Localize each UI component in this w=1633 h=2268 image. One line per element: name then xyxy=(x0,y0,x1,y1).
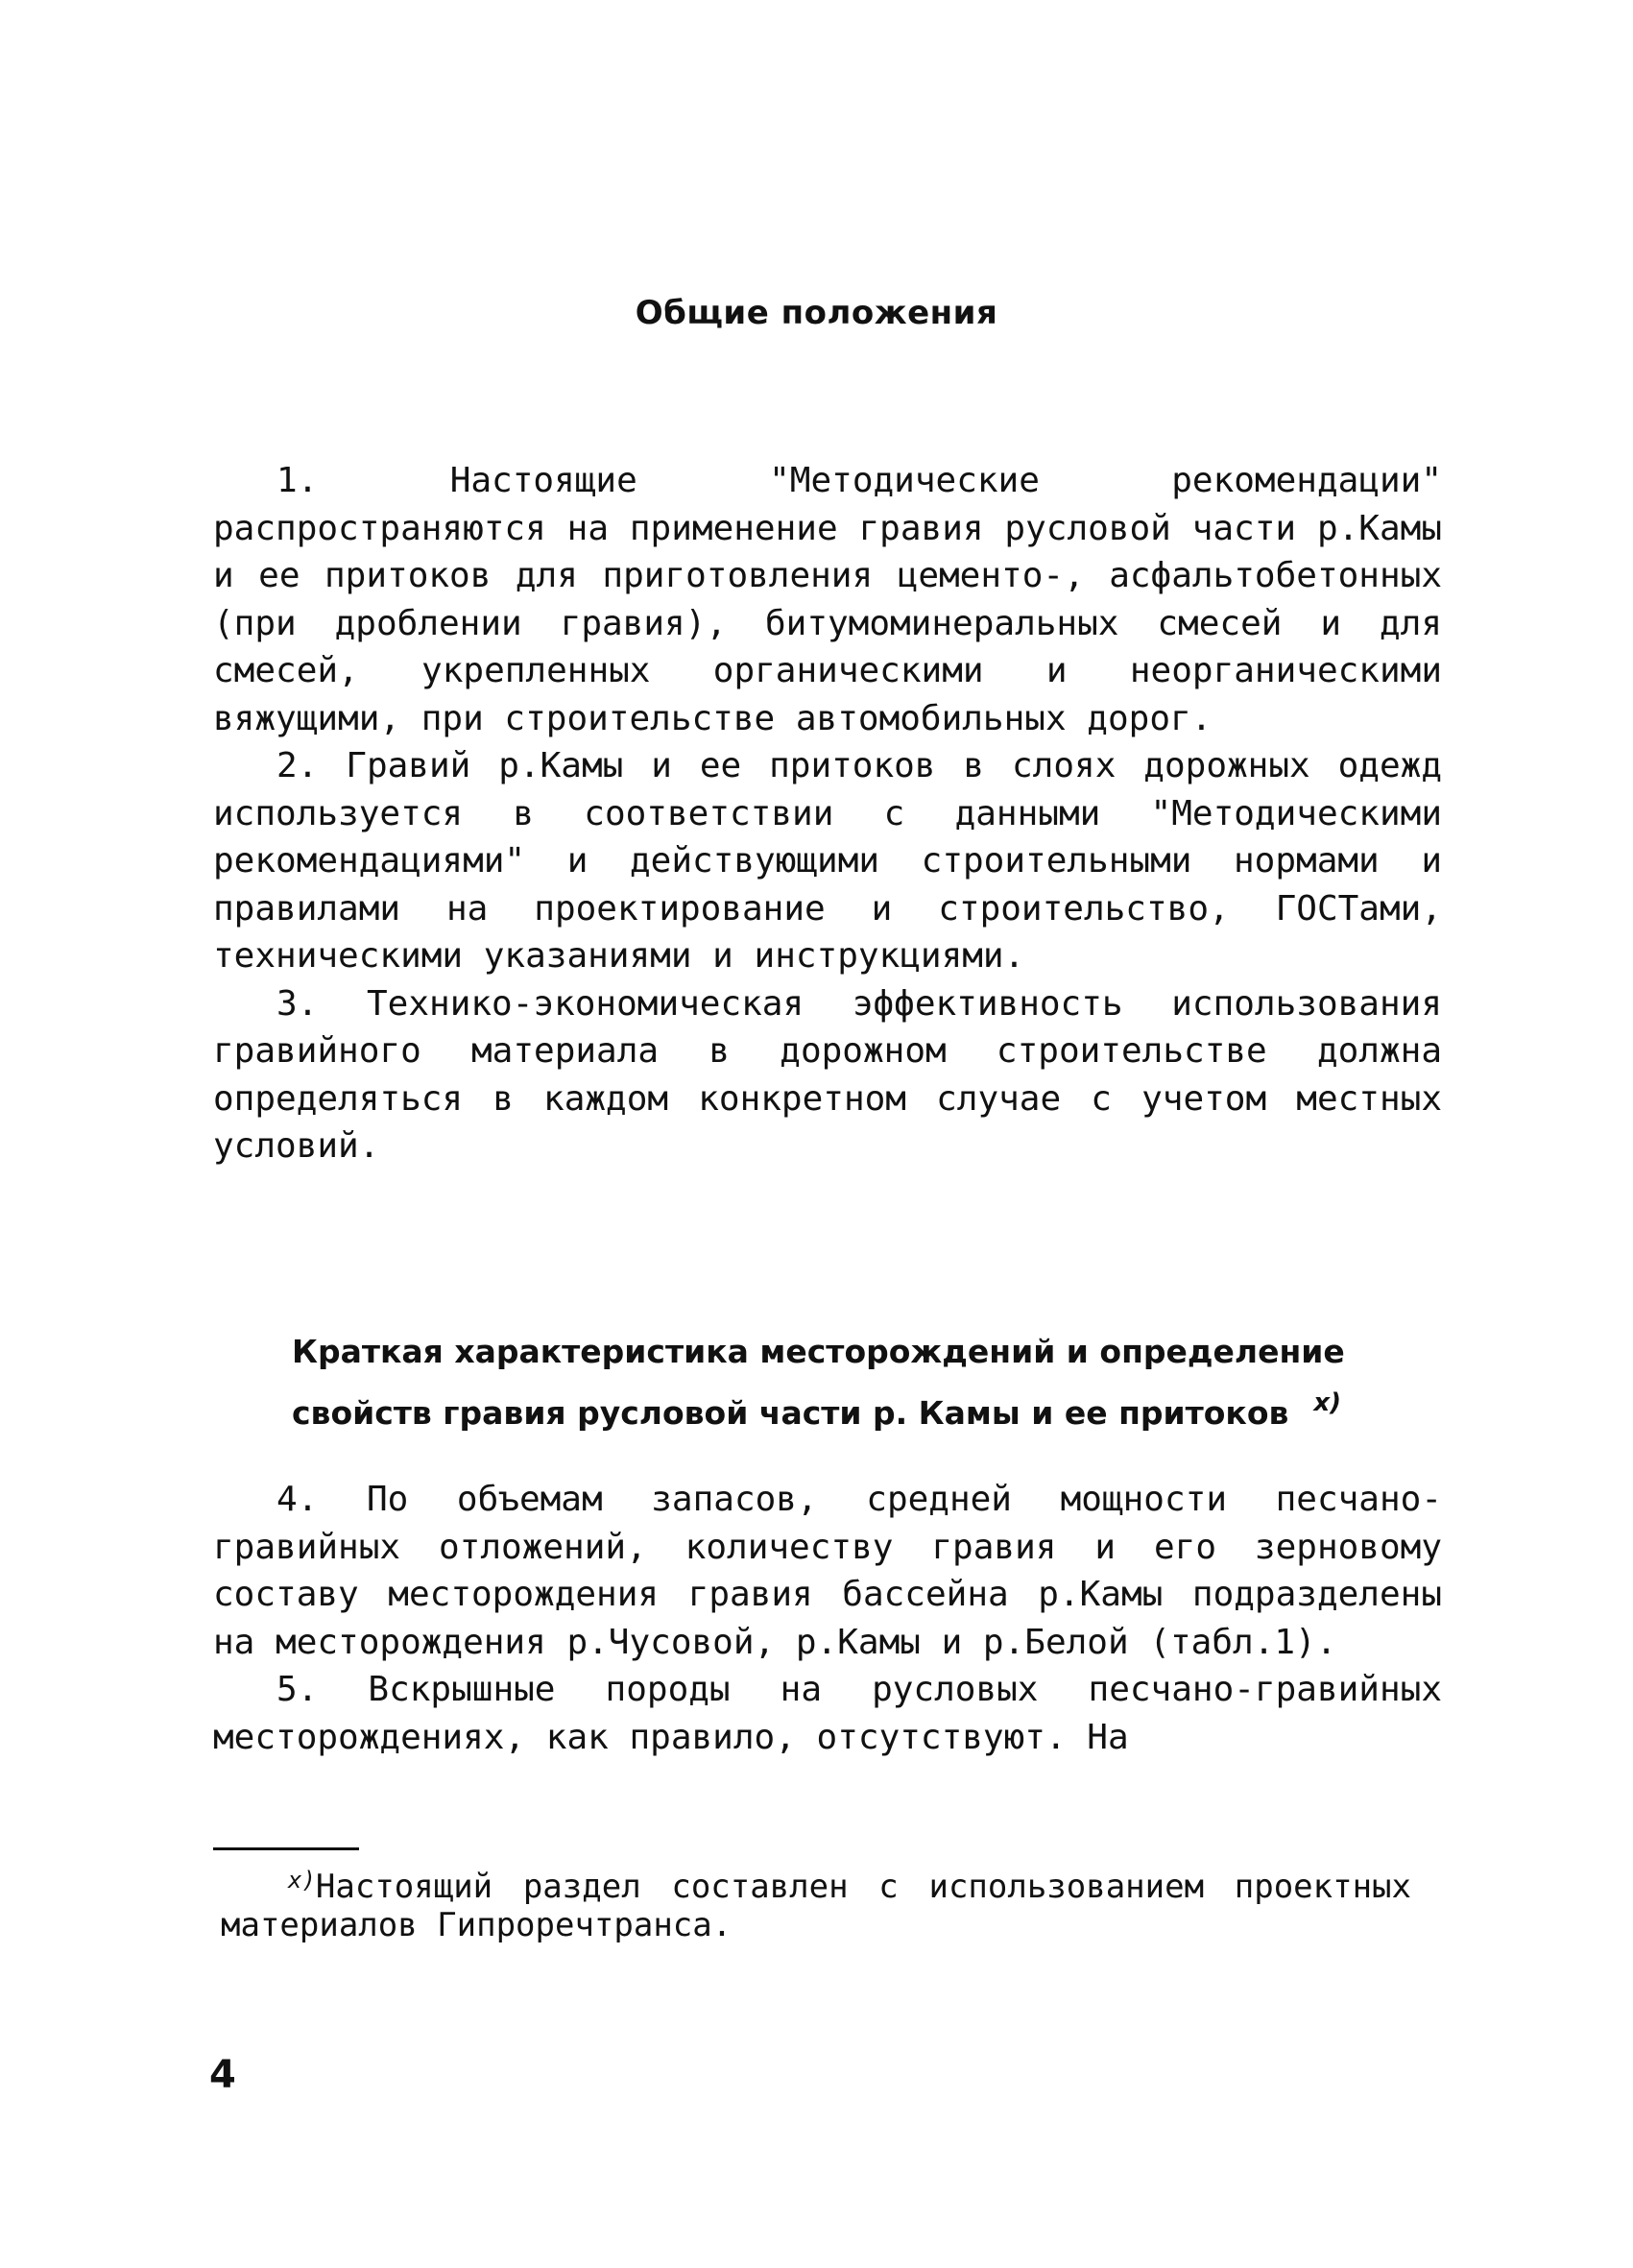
paragraph-4: 4. По объемам запасов, средней мощности песчано-гравийных отложений, количеству гравия и его зерновому составу месторождения гравия бассейна р.Камы подразделены на месторождения р.Чусовой, р.Камы и р.Белой (табл.1). xyxy=(213,1480,1442,1662)
footnote-reference-marker: x) xyxy=(1313,1388,1342,1417)
footnote-text: Настоящий раздел составлен с использованием проектных материалов Гипроречтранса. xyxy=(221,1868,1411,1944)
paragraph-3: 3. Технико-экономическая эффективность использования гравийного материала в дорожном строительстве должна определяться в каждом конкретном случае с учетом местных условий. xyxy=(213,983,1442,1166)
subsection-title-line-2 xyxy=(292,1377,1444,1439)
page-number: 4 xyxy=(209,2053,236,2097)
subsection-title-line-2-text: свойств гравия русловой части р. Камы и ее притоков xyxy=(292,1394,1289,1432)
footnote-separator xyxy=(213,1847,359,1850)
paragraph-5: 5. Вскрышные породы на русловых песчано-гравийных месторождениях, как правило, отсутствуют. На xyxy=(213,1670,1442,1757)
deposits-text xyxy=(213,1476,1442,1761)
general-provisions-text xyxy=(213,457,1442,1170)
section-title: Общие положения xyxy=(635,294,998,332)
paragraph-2: 2. Гравий р.Камы и ее притоков в слоях дорожных одежд используется в соответствии с данными "Методическими рекомендациями" и действующими строительными нормами и правилами на проектирование и строительство, ГОСТами, техническими указаниями и инструкциями. xyxy=(213,746,1442,976)
footnote-marker: x) xyxy=(288,1867,316,1894)
paragraph-1: 1. Настоящие "Методические рекомендации" распространяются на применение гравия русловой части р.Камы и ее притоков для приготовления цементо-, асфальтобетонных (при дроблении гравия), битумоминеральных смесей и для смесей, укрепленных органическими и неорганическими вяжущими, при строительстве автомобильных дорог. xyxy=(213,461,1442,738)
subsection-title-line-1: Краткая характеристика месторождений и определение xyxy=(292,1333,1345,1370)
footnote xyxy=(221,1861,1411,1944)
